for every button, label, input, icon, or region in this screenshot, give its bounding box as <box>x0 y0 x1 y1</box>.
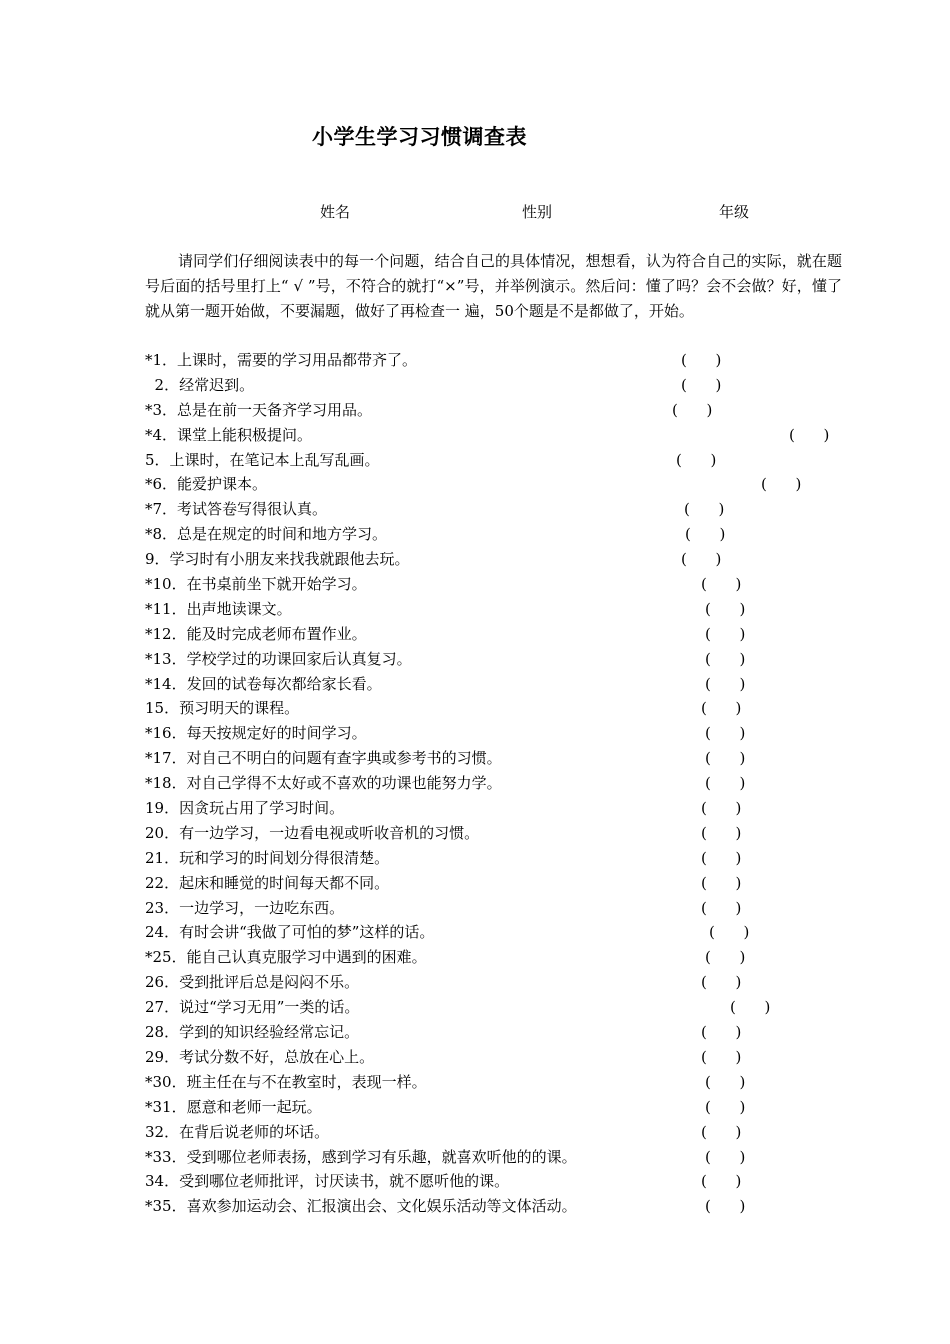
question-text: *25．能自己认真克服学习中遇到的困难。 <box>145 948 427 967</box>
answer-blank[interactable]: ( ) <box>705 624 746 643</box>
question-item <box>145 821 845 846</box>
question-text: 29．考试分数不好，总放在心上。 <box>145 1047 375 1066</box>
answer-blank[interactable]: ( ) <box>705 1097 746 1116</box>
question-item <box>145 1020 845 1045</box>
question-text: *30．班主任在与不在教室时，表现一样。 <box>145 1072 427 1091</box>
question-text: *11．出声地读课文。 <box>145 599 292 618</box>
question-text: 32．在背后说老师的坏话。 <box>145 1122 330 1141</box>
question-text: 22．起床和睡觉的时间每天都不同。 <box>145 873 390 892</box>
gender-label: 性别 <box>522 203 553 221</box>
question-item <box>145 547 845 572</box>
question-item <box>145 1070 845 1095</box>
question-text: *16．每天按规定好的时间学习。 <box>145 724 367 743</box>
question-text: *10．在书桌前坐下就开始学习。 <box>145 575 367 594</box>
question-text: 27．说过“学习无用”一类的话。 <box>145 998 360 1017</box>
question-item <box>145 771 845 796</box>
question-item <box>145 1194 845 1219</box>
grade-label: 年级 <box>719 203 750 221</box>
answer-blank[interactable]: ( ) <box>701 1047 742 1066</box>
question-text: *6．能爱护课本。 <box>145 475 268 494</box>
question-text: 28．学到的知识经验经常忘记。 <box>145 1023 360 1042</box>
question-text: *12．能及时完成老师布置作业。 <box>145 624 367 643</box>
question-list <box>145 348 845 1219</box>
question-text: *3．总是在前一天备齐学习用品。 <box>145 400 373 419</box>
question-item <box>145 398 845 423</box>
question-text: 26．受到批评后总是闷闷不乐。 <box>145 973 360 992</box>
question-text: 2．经常迟到。 <box>145 375 255 394</box>
question-text: *8．总是在规定的时间和地方学习。 <box>145 525 388 544</box>
question-item <box>145 796 845 821</box>
question-item <box>145 871 845 896</box>
question-item <box>145 896 845 921</box>
answer-blank[interactable]: ( ) <box>709 923 750 942</box>
question-item <box>145 920 845 945</box>
question-item <box>145 746 845 771</box>
question-item <box>145 846 845 871</box>
answer-blank[interactable]: ( ) <box>672 400 713 419</box>
question-text: 24．有时会讲“我做了可怕的梦”这样的话。 <box>145 923 435 942</box>
question-text: *14．发回的试卷每次都给家长看。 <box>145 674 382 693</box>
question-text: 34．受到哪位老师批评，讨厌读书，就不愿听他的课。 <box>145 1172 510 1191</box>
question-item <box>145 696 845 721</box>
answer-blank[interactable]: ( ) <box>705 1072 746 1091</box>
question-item <box>145 995 845 1020</box>
question-text: 21．玩和学习的时间划分得很清楚。 <box>145 848 390 867</box>
question-item <box>145 348 845 373</box>
question-text: *18．对自己学得不太好或不喜欢的功课也能努力学。 <box>145 774 502 793</box>
answer-blank[interactable]: ( ) <box>705 649 746 668</box>
answer-blank[interactable]: ( ) <box>730 998 771 1017</box>
answer-blank[interactable]: ( ) <box>701 973 742 992</box>
question-item <box>145 970 845 995</box>
question-item <box>145 597 845 622</box>
name-label: 姓名 <box>320 203 351 221</box>
question-text: *13．学校学过的功课回家后认真复习。 <box>145 649 412 668</box>
question-text: *4．课堂上能积极提问。 <box>145 425 313 444</box>
question-text: *31．愿意和老师一起玩。 <box>145 1097 322 1116</box>
answer-blank[interactable]: ( ) <box>701 1023 742 1042</box>
answer-blank[interactable]: ( ) <box>681 375 722 394</box>
answer-blank[interactable]: ( ) <box>701 1172 742 1191</box>
answer-blank[interactable]: ( ) <box>705 1197 746 1216</box>
question-text: 5．上课时，在笔记本上乱写乱画。 <box>145 450 380 469</box>
answer-blank[interactable]: ( ) <box>705 749 746 768</box>
question-item <box>145 472 845 497</box>
question-item <box>145 1095 845 1120</box>
answer-blank[interactable]: ( ) <box>684 500 725 519</box>
question-text: *7．考试答卷写得很认真。 <box>145 500 328 519</box>
answer-blank[interactable]: ( ) <box>701 575 742 594</box>
question-item <box>145 1145 845 1170</box>
question-text: 9．学习时有小朋友来找我就跟他去玩。 <box>145 550 410 569</box>
question-text: *1．上课时，需要的学习用品都带齐了。 <box>145 351 418 369</box>
question-text: 19．因贪玩占用了学习时间。 <box>145 799 345 818</box>
question-text: 23．一边学习，一边吃东西。 <box>145 898 345 917</box>
question-item <box>145 721 845 746</box>
answer-blank[interactable]: ( ) <box>789 425 830 444</box>
question-item <box>145 373 845 398</box>
answer-blank[interactable]: ( ) <box>705 674 746 693</box>
question-item <box>145 572 845 597</box>
page-title: 小学生学习习惯调查表 <box>312 124 527 149</box>
question-text: 15．预习明天的课程。 <box>145 699 300 718</box>
answer-blank[interactable]: ( ) <box>681 351 722 369</box>
answer-blank[interactable]: ( ) <box>705 1147 746 1166</box>
question-item <box>145 497 845 522</box>
answer-blank[interactable]: ( ) <box>676 450 717 469</box>
answer-blank[interactable]: ( ) <box>701 873 742 892</box>
answer-blank[interactable]: ( ) <box>761 475 802 494</box>
answer-blank[interactable]: ( ) <box>701 699 742 718</box>
question-item <box>145 423 845 448</box>
question-item <box>145 522 845 547</box>
answer-blank[interactable]: ( ) <box>701 898 742 917</box>
answer-blank[interactable]: ( ) <box>705 774 746 793</box>
question-item <box>145 672 845 697</box>
question-item <box>145 647 845 672</box>
answer-blank[interactable]: ( ) <box>705 599 746 618</box>
answer-blank[interactable]: ( ) <box>705 724 746 743</box>
question-text: *35．喜欢参加运动会、汇报演出会、文化娱乐活动等文体活动。 <box>145 1197 577 1216</box>
question-item <box>145 1169 845 1194</box>
instructions-paragraph: 请同学们仔细阅读表中的每一个问题，结合自己的具体情况，想想看，认为符合自己的实际，就在题 号后面的括号里打上“ √ ”号，不符合的就打“×”号，并举例演示。然后问：懂了吗？会不会做？好，懂了就从第一题开始做，不要漏题，做好了再检查一 遍，50个题是不是都做了，开始。 <box>145 252 842 320</box>
question-item <box>145 448 845 473</box>
answer-blank[interactable]: ( ) <box>701 799 742 818</box>
question-item <box>145 622 845 647</box>
question-text: *17．对自己不明白的问题有查字典或参考书的习惯。 <box>145 749 502 768</box>
question-item <box>145 945 845 970</box>
question-item <box>145 1045 845 1070</box>
question-text: 20．有一边学习，一边看电视或听收音机的习惯。 <box>145 823 480 842</box>
answer-blank[interactable]: ( ) <box>701 823 742 842</box>
question-item <box>145 1120 845 1145</box>
answer-blank[interactable]: ( ) <box>681 550 722 569</box>
answer-blank[interactable]: ( ) <box>701 1122 742 1141</box>
answer-blank[interactable]: ( ) <box>701 848 742 867</box>
question-text: *33．受到哪位老师表扬，感到学习有乐趣，就喜欢听他的的课。 <box>145 1147 577 1166</box>
answer-blank[interactable]: ( ) <box>705 948 746 967</box>
answer-blank[interactable]: ( ) <box>685 525 726 544</box>
